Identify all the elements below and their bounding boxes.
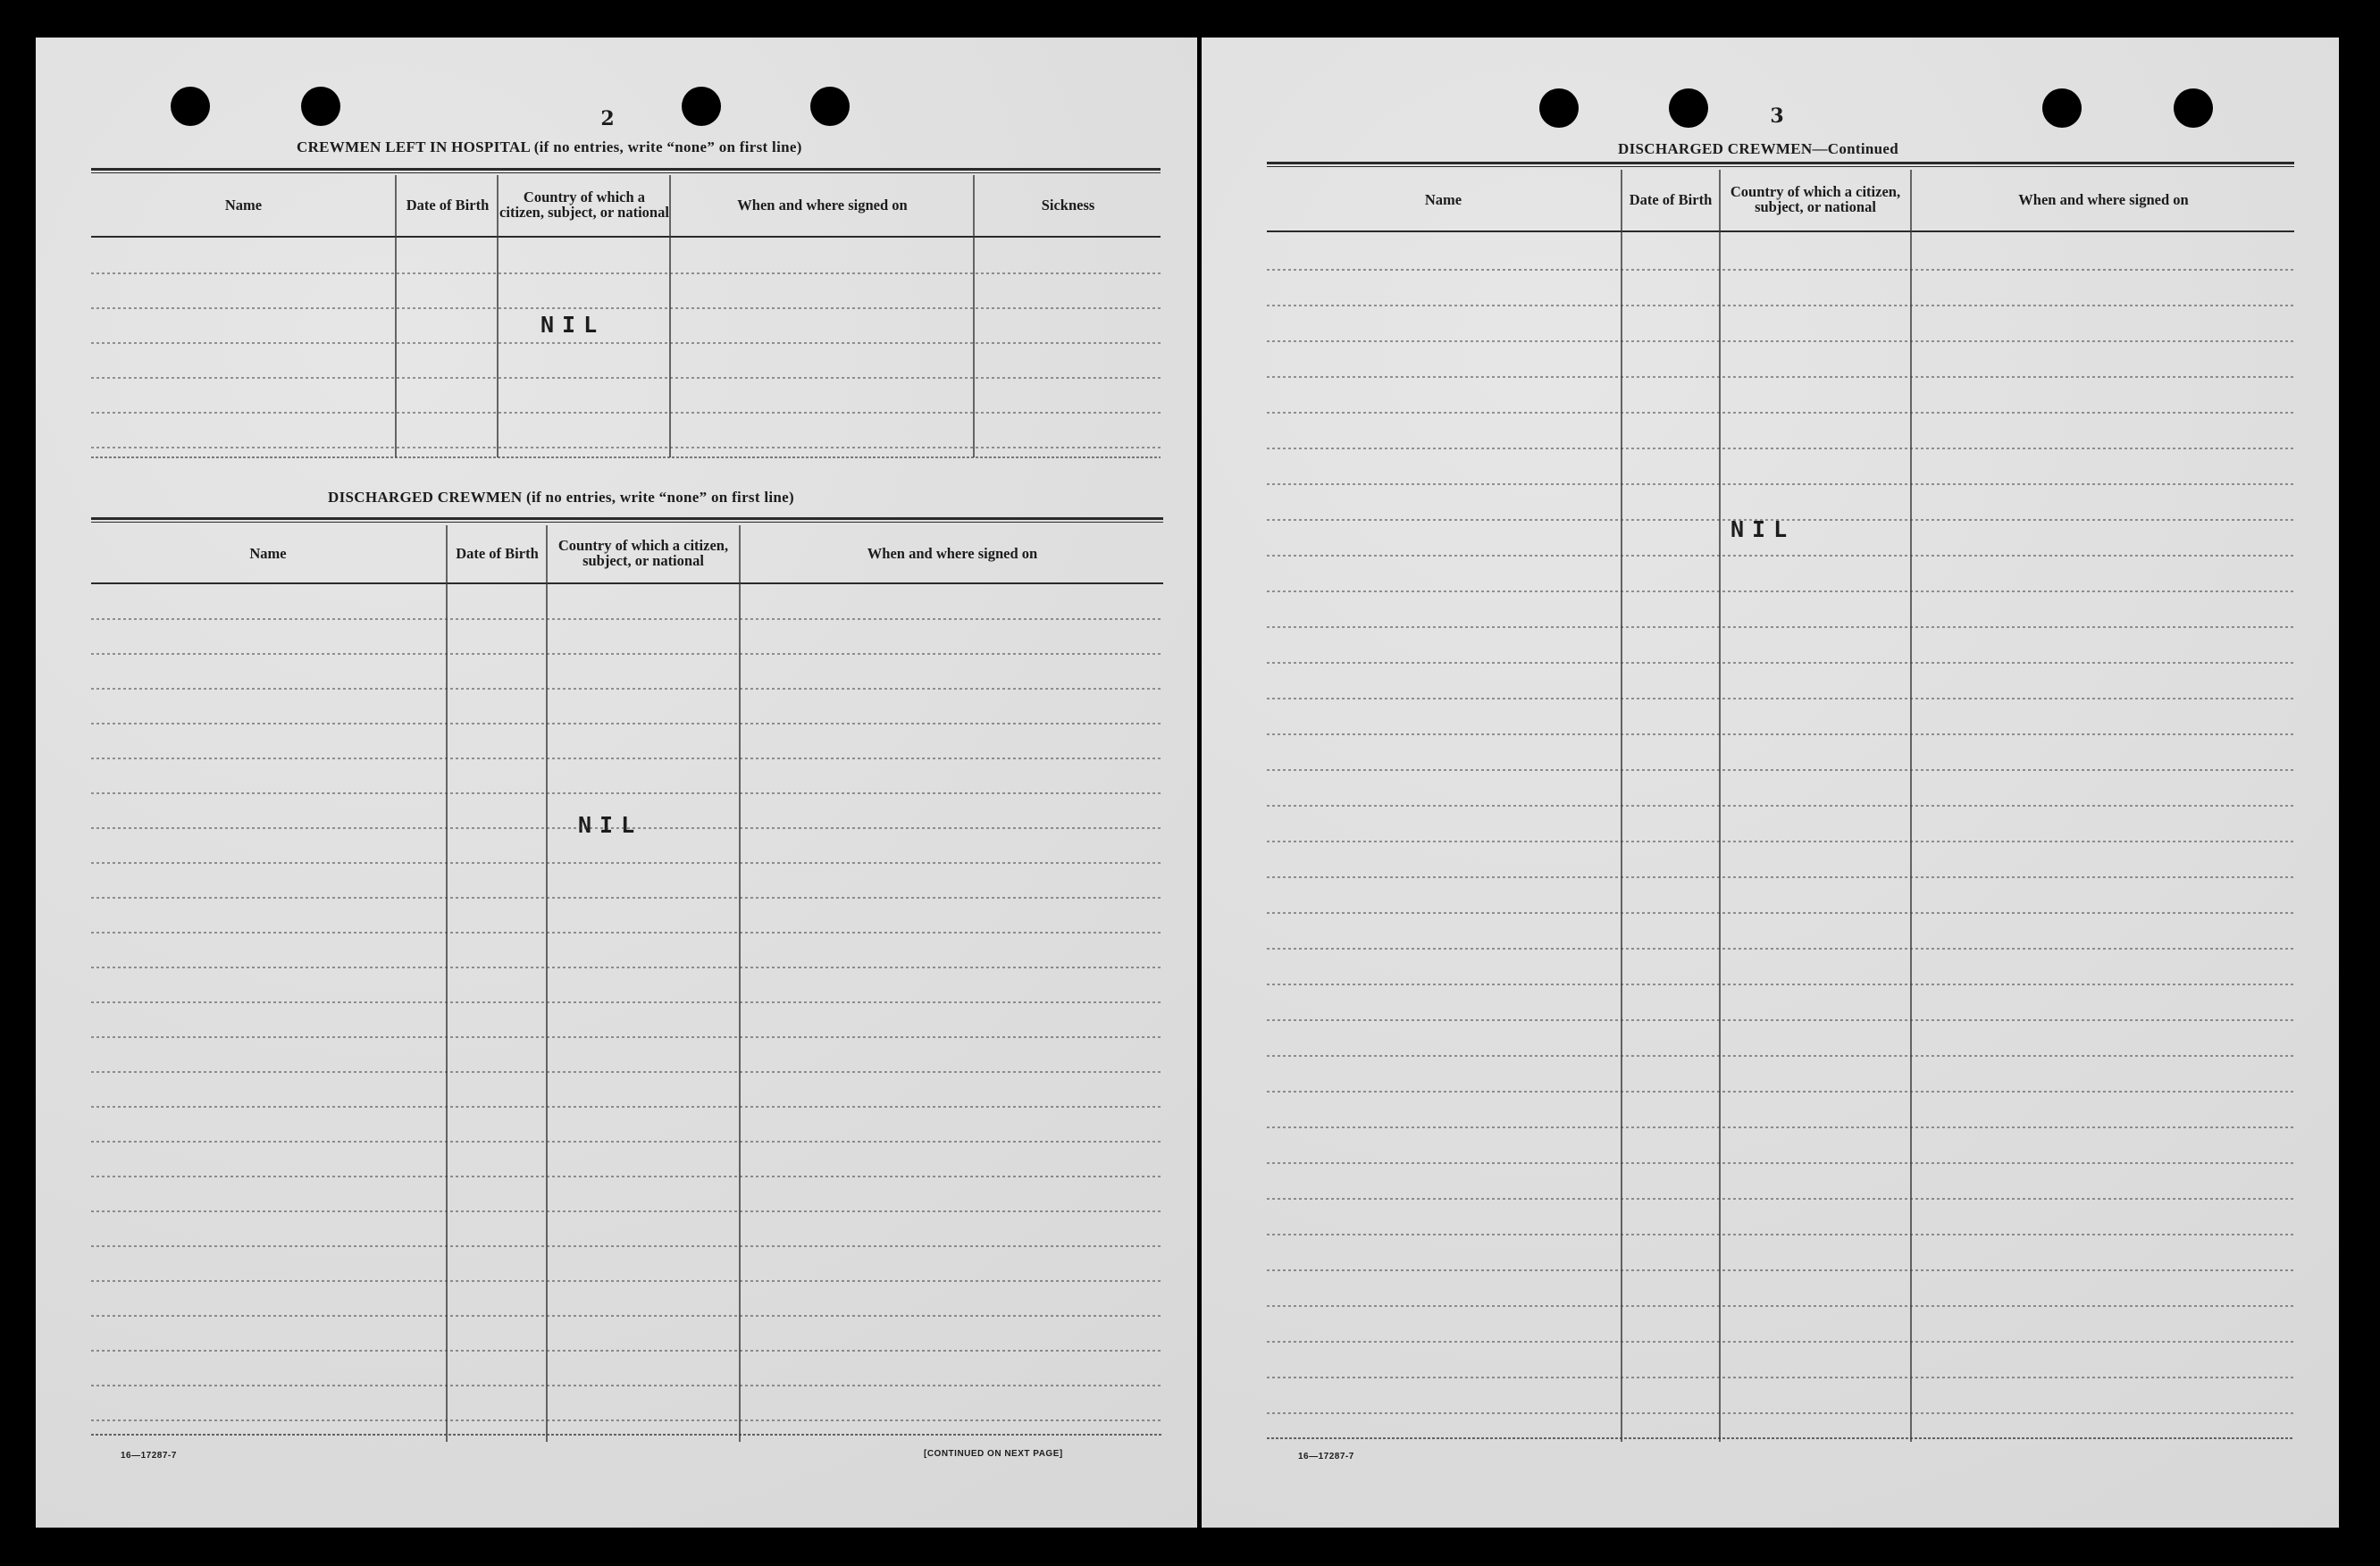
column-header-name: Name [249, 544, 287, 562]
column-header-signed-on: When and where signed on [867, 544, 1038, 562]
table-grid-lines [36, 38, 1197, 1528]
hospital-section-title: CREWMEN LEFT IN HOSPITAL (if no entries, write “none” on first line) [297, 138, 802, 155]
hospital-nil-entry: NIL [541, 312, 606, 338]
discharged-nil-entry: NIL [578, 812, 643, 838]
table-grid-lines [1202, 38, 2339, 1528]
column-header-country: Country of which a citizen, subject, or national [1730, 183, 1901, 215]
column-header-signed-on: When and where signed on [737, 196, 908, 214]
continued-note: [CONTINUED ON NEXT PAGE] [924, 1449, 1063, 1459]
column-header-country: Country of which a citizen, subject, or national [499, 188, 669, 221]
column-header-date-of-birth: Date of Birth [1629, 190, 1713, 208]
column-header-name: Name [1424, 190, 1462, 208]
column-header-country: Country of which a citizen, subject, or national [557, 537, 729, 569]
page-number: 3 [1770, 105, 1784, 128]
column-header-date-of-birth: Date of Birth [406, 196, 490, 214]
discharged-section-title: DISCHARGED CREWMEN (if no entries, write “none” on first line) [328, 489, 794, 506]
discharged-continued-nil-entry: NIL [1731, 516, 1796, 542]
column-header-signed-on: When and where signed on [2018, 190, 2189, 208]
discharged-continued-title: DISCHARGED CREWMEN—Continued [1618, 140, 1898, 157]
right-form-page [1202, 38, 2339, 1528]
form-number: 16—17287-7 [1298, 1452, 1354, 1461]
column-header-name: Name [224, 196, 263, 214]
page-number: 2 [600, 107, 615, 130]
form-number: 16—17287-7 [121, 1451, 177, 1461]
column-header-date-of-birth: Date of Birth [456, 544, 539, 562]
column-header-sickness: Sickness [1041, 196, 1095, 214]
left-form-page [36, 38, 1197, 1528]
